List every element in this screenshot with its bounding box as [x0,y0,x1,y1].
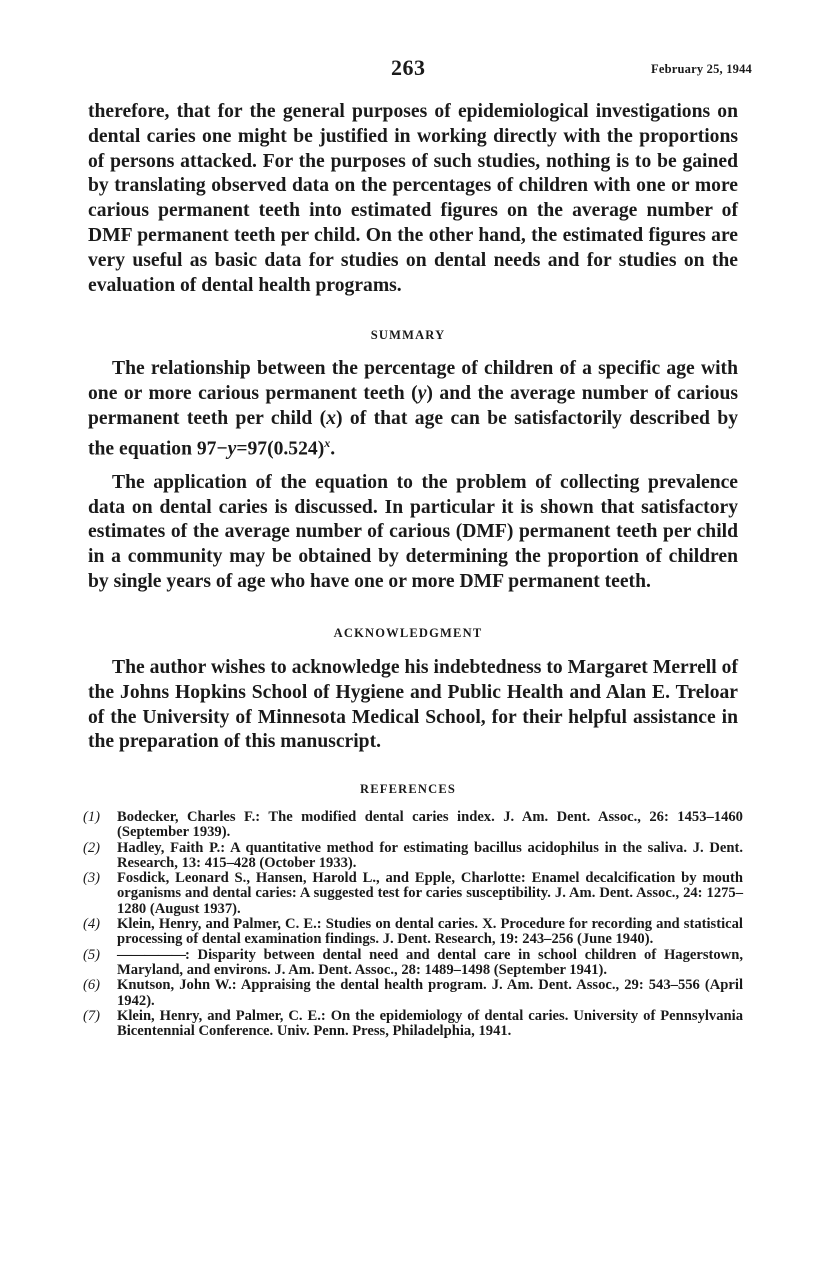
ditto-dash: ————— [117,946,185,963]
references-heading: REFERENCES [359,782,457,796]
references-list [83,810,743,1039]
page-header [0,55,816,83]
intro-paragraph: therefore, that for the general purposes of epidemiological investigations on dental caries one might be justified in working directly with the proportions of persons attacked. For the purposes of such studies, nothing is to be gained by translating observed data on the percentages of children with one or more carious permanent teeth into estimated figures on the average number of DMF permanent teeth per child. On the other hand, the estimated figures are very useful as basic data for studies on dental needs and for studies on the evaluation of dental health programs. [88,101,738,296]
acknowledgment-text: The author wishes to acknowledge his indebtedness to Margaret Merrell of the Johns Hopkins School of Hygiene and Public Health and Alan E. Treloar of the University of Minnesota Medical School, for their helpful assistance in the preparation of this manuscript. [88,657,738,753]
reference-number: (6) [83,977,101,994]
summary-heading: SUMMARY [370,328,446,342]
reference-item: (2) Hadley, Faith P.: A quantitative method for estimating bacillus acidophilus in the saliva. J. Dent. Research, 13: 415–428 (October 1933). [83,839,743,871]
variable-y: y [417,382,427,404]
summary-paragraph-1: The relationship between the percentage of children of a specific age with one or more carious permanent teeth (y) and the average number of carious permanent teeth per child (x) of that age can be satisfactorily described by the equation $97-y=97(0.524)^x$. [88,358,739,460]
intro-paragraph-block [88,100,738,298]
reference-item: (3) Fosdick, Leonard S., Hansen, Harold L., and Epple, Charlotte: Enamel decalcification by mouth organisms and dental caries: A suggested test for caries susceptibility. J. Am. Dent. Assoc., 24: 1275–1280 (August 1937). [83,870,744,917]
reference-number: (4) [83,916,101,933]
reference-item: (6) Knutson, John W.: Appraising the dental health program. J. Am. Dent. Assoc., 29: 543–556 (April 1942). [83,977,743,1009]
reference-item: (1) Bodecker, Charles F.: The modified dental caries index. J. Am. Dent. Assoc., 26: 1453–1460 (September 1939). [83,809,743,841]
page-number: 263 [391,55,426,80]
acknowledgment-heading: ACKNOWLEDGMENT [333,626,483,640]
issue-date: February 25, 1944 [651,62,752,76]
acknowledgment-block [88,656,738,755]
variable-x: x [326,407,336,429]
reference-item: (4) Klein, Henry, and Palmer, C. E.: Studies on dental caries. X. Procedure for recording and statistical processing of dental examination findings. J. Dent. Research, 19: 243–256 (June 1940). [83,916,743,948]
summary-paragraph-2: The application of the equation to the problem of collecting prevalence data on dental caries is discussed. In particular it is shown that satisfactory estimates of the average number of carious (DMF) permanent teeth per child in a community may be obtained by determining the proportion of children by single years of age who have one or more DMF permanent teeth. [88,471,738,592]
equation-exponent: x [324,436,331,451]
reference-item: (5) —————: Disparity between dental need and dental care in school children of Hagerstown, Maryland, and environs. J. Am. Dent. Assoc., 28: 1489–1498 (September 1941). [83,946,743,978]
summary-block [88,357,738,595]
reference-number: (1) [83,809,101,825]
equation-y: y [227,438,237,460]
reference-number: (5) [83,946,101,963]
reference-number: (2) [83,839,101,856]
reference-number: (3) [83,870,101,887]
reference-item: (7) Klein, Henry, and Palmer, C. E.: On the epidemiology of dental caries. University of Pennsylvania Bicentennial Conference. Univ. Penn. Press, Philadelphia, 1941. [83,1007,743,1040]
reference-number: (7) [83,1007,101,1024]
